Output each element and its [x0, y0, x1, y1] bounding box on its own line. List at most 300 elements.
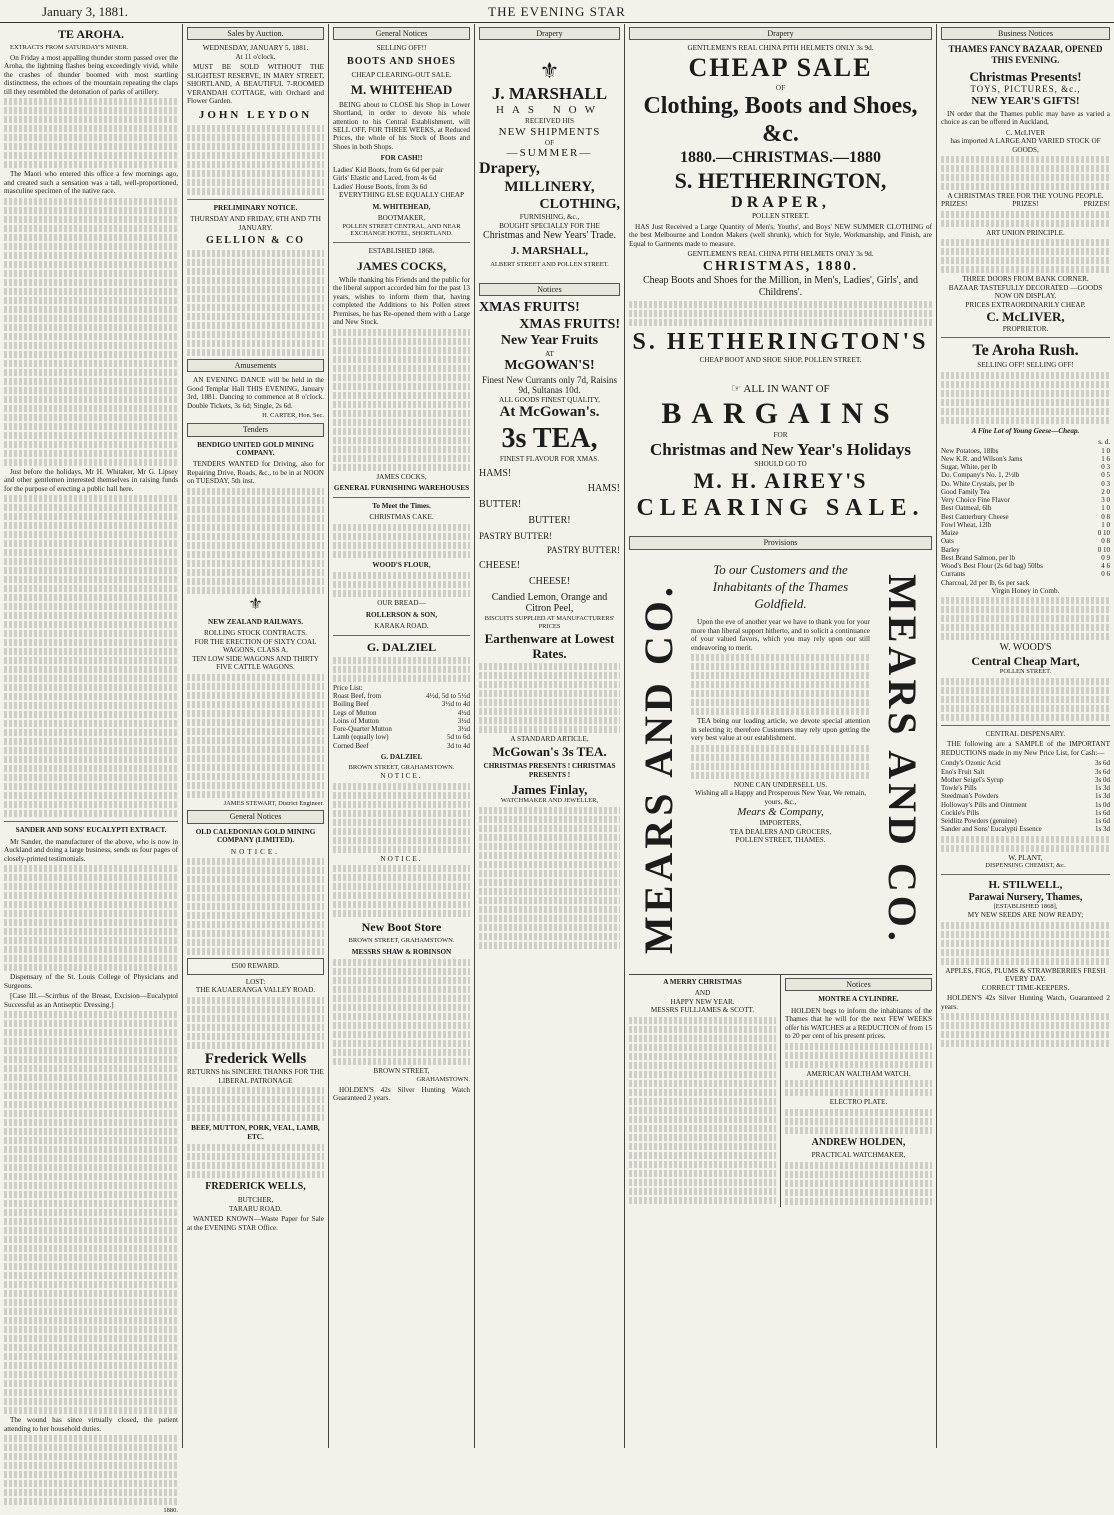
ad-text: IN order that the Thames public may have as varied a choice as can be offered in Auckland,: [941, 109, 1110, 127]
ad-role: DISPENSING CHEMIST, &c.: [985, 862, 1066, 870]
body-text: [333, 959, 470, 1065]
price-item: Do. White Crystals, per lb: [941, 479, 1015, 488]
body-text: [941, 922, 1110, 965]
price-item: Lamb (equally low): [333, 733, 389, 742]
advertiser-name: M. WHITEHEAD: [350, 82, 453, 98]
ad-headline: THAMES FANCY BAZAAR, OPENED THIS EVENING.: [948, 44, 1103, 66]
body-text: [333, 572, 470, 597]
ad-signature: C. McLIVER,: [986, 309, 1065, 325]
ad-subtitle: CHEAP CLEARING-OUT SALE.: [351, 70, 452, 79]
ad-text: A STANDARD ARTICLE,: [510, 735, 589, 744]
article-paragraph: The Maori who entered this office a few mornings ago, and created such a sensation was a tall, well-proportioned, masculine specimen of the native race.: [4, 170, 178, 196]
ad-headline: NEW YEAR'S GIFTS!: [971, 94, 1080, 107]
ad-emphasis: PRIZES!: [1012, 200, 1039, 209]
ad-product: Drapery,: [479, 160, 540, 178]
price-row: [941, 570, 1110, 578]
ad-product: MILLINERY,: [504, 179, 595, 196]
body-text: [187, 858, 324, 955]
advertiser-name: Frederick Wells: [204, 1050, 307, 1067]
price-value: 4½d: [457, 708, 470, 717]
price-row: [941, 471, 1110, 479]
ad-text: ART UNION PRINCIPLE.: [986, 228, 1065, 237]
sale-text: MUST BE SOLD WITHOUT THE SLIGHTEST RESERVE, IN MARY STREET, SHORTLAND, A BEAUTIFUL 7-ROOMED VERANDAH COTTAGE, with Orchard and Flower Garden.: [187, 63, 324, 106]
ad-address: BROWN STREET,: [373, 1067, 430, 1076]
ad-text: GENTLEMEN'S REAL CHINA PITH HELMETS ONLY 3s 9d.: [687, 44, 874, 53]
ad-product: CLOTHING,: [539, 196, 620, 212]
ad-product: ELECTRO PLATE.: [829, 1098, 888, 1107]
price-item: Charcoal, 2d per lb, 6s per sack: [941, 578, 1030, 587]
article-paragraph: The wound has since virtually closed, the patient attending to her household duties.: [4, 1416, 178, 1433]
divider: [333, 635, 470, 636]
price-list: [941, 759, 1110, 833]
price-value: 1 6: [1101, 454, 1110, 463]
mears-body: [691, 562, 870, 845]
ad-address: KARAKA ROAD.: [374, 622, 429, 631]
advertiser-name: M. H. AIREY'S: [693, 468, 868, 494]
body-text: [333, 329, 470, 471]
ad-address: TARARU ROAD.: [229, 1204, 282, 1213]
price-row: [333, 733, 470, 741]
company-name: OLD CALEDONIAN GOLD MINING COMPANY (LIMITED).: [195, 827, 316, 845]
auctioneer-name: JOHN LEYDON: [198, 108, 313, 121]
ad-text: ALL GOODS FINEST QUALITY,: [499, 395, 600, 404]
ad-product: AMERICAN WALTHAM WATCH.: [806, 1069, 911, 1078]
ad-goods: BEEF, MUTTON, PORK, VEAL, LAMB, ETC.: [191, 1124, 320, 1141]
price-item: Loins of Mutton: [333, 716, 379, 725]
ad-signature: Mears & Company,: [737, 806, 824, 819]
ad-emphasis: NONE CAN UNDERSELL US.: [733, 780, 828, 789]
price-item: Legs of Mutton: [333, 708, 377, 717]
price-item: Fore-Quarter Mutton: [333, 725, 392, 734]
price-line: Ladies' House Boots, from 3s 6d: [333, 182, 427, 191]
price-item: Fowl Wheat, 12lb: [941, 520, 992, 529]
price-list: [333, 692, 470, 750]
ad-text: OF: [544, 138, 555, 147]
ad-text: GENTLEMEN'S REAL CHINA PITH HELMETS ONLY 3s 9d.: [687, 250, 874, 259]
article-title: TE AROHA.: [57, 27, 124, 41]
body-text: [785, 1043, 932, 1068]
ad-headline: Christmas and New Year's Holidays: [650, 439, 911, 459]
ad-text: PRICES EXTRAORDINARILY CHEAP.: [965, 300, 1086, 309]
body-text: [4, 198, 178, 466]
body-text: [785, 1109, 932, 1134]
auctioneer-name: GELLION & CO: [205, 235, 305, 247]
company-name: BENDIGO UNITED GOLD MINING COMPANY.: [197, 440, 314, 457]
divider: [941, 874, 1110, 875]
section-header: Sales by Auction.: [187, 27, 324, 40]
ad-role: PROPRIETOR.: [1002, 324, 1049, 333]
advertiser-name: James Finlay,: [511, 782, 588, 798]
ad-text: A CHRISTMAS TREE FOR THE YOUNG PEOPLE.: [947, 191, 1104, 200]
ad-headline: CORRECT TIME-KEEPERS.: [981, 983, 1070, 992]
section-header: Notices: [479, 283, 620, 296]
ad-headline: To our Customers and the Inhabitants of the Thames Goldfield.: [712, 561, 849, 611]
advertiser-name: H. STILWELL,: [988, 878, 1063, 891]
column-auctions: [182, 24, 328, 1448]
price-row: [941, 554, 1110, 562]
ad-product: CHEESE!: [528, 575, 571, 587]
price-value: 1s 3d: [1095, 825, 1110, 834]
advertiser-name: G. DALZIEL: [366, 639, 437, 654]
ad-signature: M. WHITEHEAD,: [372, 202, 431, 211]
price-row: [941, 529, 1110, 537]
price-value: 3s 6d: [1095, 759, 1110, 768]
price-item: Eno's Fruit Salt: [941, 767, 985, 776]
reward-box: £500 REWARD.: [187, 958, 324, 974]
divider: [333, 242, 470, 243]
price-item: Sugar, White, per lb: [941, 463, 998, 472]
notice-title: NOTICE.: [380, 772, 423, 781]
ad-signature: ROLLERSON & SON,: [365, 610, 438, 619]
price-row: [941, 513, 1110, 521]
dance-notice: AN EVENING DANCE will be held in the Good Templar Hall THIS EVENING, January 3rd, 1881. Dancing to commence at 8 o'clock. Double Tickets, 3s 6d; Single, 2s 6d.: [187, 376, 324, 410]
price-value: 4½d, 5d to 5½d: [426, 692, 470, 701]
price-item: Barley: [941, 545, 960, 554]
price-value: 5d to 6d: [447, 733, 470, 742]
price-value: 1s 3d: [1095, 792, 1110, 801]
price-row: [333, 725, 470, 733]
section-header: Drapery: [629, 27, 932, 40]
section-header: Drapery: [479, 27, 620, 40]
price-value: 0 3: [1101, 463, 1110, 472]
ad-text: MY NEW SEEDS ARE NOW READY;: [967, 911, 1084, 920]
masthead: [0, 0, 1114, 23]
price-item: New K.R. and Wilson's Jams: [941, 454, 1023, 463]
price-value: 1 0: [1101, 504, 1110, 513]
price-item: Towle's Pills: [941, 784, 977, 793]
body-text: [941, 836, 1110, 852]
price-value: 0 6: [1101, 570, 1110, 579]
prizes-row: [941, 200, 1110, 208]
notice-title: NOTICE.: [380, 854, 423, 863]
price-item: Best Brand Salmon, per lb: [941, 553, 1016, 562]
ad-signature: W. PLANT,: [1008, 853, 1043, 862]
body-text: [187, 250, 324, 356]
ad-kicker: SELLING OFF!!: [376, 44, 427, 53]
ad-text: Cheap Boots and Shoes for the Million, in Men's, Ladies', Girls', and Childrens'.: [642, 275, 919, 299]
article-paragraph: [Case III.—Scirrhus of the Breast, Excision—Eucalyptol Successful as an Antiseptic Dressing.]: [4, 992, 178, 1009]
sale-date: WEDNESDAY, JANUARY 5, 1881.: [202, 44, 309, 53]
body-text: [4, 1011, 178, 1414]
ad-text: FINEST FLAVOUR FOR XMAS.: [499, 455, 600, 464]
price-value: 0 3: [1101, 479, 1110, 488]
divider: [187, 199, 324, 200]
price-item: Mother Seigel's Syrup: [941, 775, 1004, 784]
ad-text: TEA being our leading article, we devote special attention in selecting it; therefore Customers may rely upon getting the very best value at our establishment.: [691, 717, 870, 743]
body-text: [941, 156, 1110, 190]
price-value: 0 10: [1097, 545, 1110, 554]
ad-text: RECEIVED HIS: [525, 117, 574, 126]
price-value: 1s 6d: [1095, 808, 1110, 817]
lost-title: LOST:: [245, 977, 266, 986]
ad-text: Virgin Honey in Comb.: [991, 586, 1060, 595]
lost-subtitle: THE KAUAERANGA VALLEY ROAD.: [195, 986, 316, 995]
advertiser-name: McGOWAN'S!: [504, 358, 595, 374]
price-row: [941, 455, 1110, 463]
mears-vertical-right: MEARS AND CO.: [880, 573, 925, 945]
advertiser-name: MESSRS FULLJAMES & SCOTT.: [650, 1006, 755, 1015]
price-item: Roast Beef, from: [333, 692, 382, 701]
ad-headline: BARGAINS: [661, 396, 900, 430]
divider: [4, 821, 178, 822]
body-text: [785, 1080, 932, 1096]
ad-headline: MONTRE A CYLINDRE.: [818, 995, 899, 1004]
price-row: [941, 792, 1110, 800]
tender-text: TENDERS WANTED for Driving, also for Repairing Drive, Roads, &c., to be in at NOON on TUESDAY, 5th inst.: [187, 460, 324, 486]
price-item: Seidlitz Powders (genuine): [941, 817, 1017, 826]
body-text: [691, 745, 870, 779]
ad-headline: Clothing, Boots and Shoes, &c.: [643, 93, 918, 148]
body-text: [4, 495, 178, 817]
ad-headline: A MERRY CHRISTMAS: [663, 977, 742, 986]
ad-text: OF: [775, 83, 786, 92]
article-lead: EXTRACTS FROM SATURDAY'S MINER.: [10, 44, 129, 52]
ad-address: POLLEN STREET, THAMES.: [735, 836, 826, 845]
body-text: [479, 663, 620, 733]
ad-product: CHEESE!: [479, 560, 521, 572]
ad-headline: 3s TEA,: [501, 423, 598, 455]
ad-product: PASTRY BUTTER!: [546, 545, 620, 556]
price-row: [941, 521, 1110, 529]
paper-title: THE EVENING STAR: [488, 4, 626, 19]
advertiser-name: S. HETHERINGTON,: [674, 167, 887, 193]
price-row: [941, 801, 1110, 809]
price-value: 3½d: [457, 716, 470, 725]
ad-headline: At McGowan's.: [499, 404, 600, 421]
notice-signature: JAMES STEWART, District Engineer.: [223, 799, 324, 807]
ad-signature: J. MARSHALL,: [510, 245, 589, 258]
price-value: 0 10: [1097, 529, 1110, 538]
advertiser-name: W. WOOD'S: [999, 642, 1052, 654]
article-signature: 1880.: [163, 1506, 178, 1514]
price-value: 4 6: [1101, 562, 1110, 571]
wanted-notice: WANTED KNOWN—Waste Paper for Sale at the EVENING STAR Office.: [187, 1215, 324, 1232]
price-item: Holloway's Pills and Ointment: [941, 800, 1027, 809]
advertiser-name: C. McLIVER: [1005, 128, 1046, 137]
body-text: [941, 678, 1110, 721]
price-list: [941, 447, 1110, 587]
ad-text: THREE DOORS FROM BANK CORNER.: [962, 275, 1089, 284]
price-item: Best Oatmeal, 6lb: [941, 504, 992, 513]
ad-headline: CENTRAL DISPENSARY.: [985, 729, 1066, 738]
ad-text: FOR: [773, 431, 788, 440]
ad-text: has imported A LARGE AND VARIED STOCK OF GOODS,: [950, 137, 1101, 154]
ad-text: [ESTABLISHED 1868],: [993, 903, 1058, 911]
ad-emphasis: SELLING OFF! SELLING OFF!: [977, 361, 1074, 370]
ad-headline: NEW SHIPMENTS: [498, 125, 601, 138]
price-row: [941, 825, 1110, 833]
price-row: [941, 537, 1110, 545]
fulljames-advert: [629, 975, 781, 1207]
ad-role: TEA DEALERS AND GROCERS,: [729, 827, 832, 836]
ad-headline: Central Cheap Mart,: [971, 654, 1080, 669]
watch-notice: HOLDEN'S 42s Silver Hunting Watch, Guaranteed 2 years.: [941, 994, 1110, 1011]
price-row: [941, 759, 1110, 767]
body-text: [4, 98, 178, 168]
divider: [941, 337, 1110, 338]
price-value: 3½d: [457, 725, 470, 734]
price-value: 1s 0d: [1095, 800, 1110, 809]
price-item: Do. Company's No. 1, 2½lb: [941, 471, 1020, 480]
price-value: 1 0: [1101, 520, 1110, 529]
price-line: Ladies' Kid Boots, from 6s 6d per pair: [333, 165, 444, 174]
ad-headline: 1880.—CHRISTMAS.—1880: [680, 148, 881, 166]
notice-subtitle: TEN LOW SIDE WAGONS AND THIRTY FIVE CATTLE WAGONS.: [192, 654, 319, 672]
article-title: SANDER AND SONS' EUCALYPTI EXTRACT.: [15, 826, 167, 835]
divider: [941, 725, 1110, 726]
ad-headline: XMAS FRUITS!: [479, 300, 580, 316]
ad-headline: CHRISTMAS, 1880.: [702, 258, 859, 274]
watch-notice: HOLDEN'S 42s Silver Hunting Watch Guaranteed 2 years.: [333, 1085, 470, 1102]
crest-icon: ⚜: [248, 595, 263, 613]
ad-text: RETURNS his SINCERE THANKS FOR THE LIBERAL PATRONAGE: [187, 1068, 324, 1085]
body-text: [691, 654, 870, 715]
body-text: [333, 783, 470, 853]
section-header: Business Notices: [941, 27, 1110, 40]
price-value: 0 9: [1101, 553, 1110, 562]
ad-text: Wishing all a Happy and Prosperous New Year, We remain, yours, &c.,: [694, 789, 867, 806]
ad-headline: HAPPY NEW YEAR.: [670, 997, 735, 1006]
body-text: [333, 865, 470, 917]
body-text: [4, 1435, 178, 1505]
ad-headline: Te Aroha Rush.: [972, 342, 1079, 360]
ad-address: POLLEN STREET.: [999, 668, 1052, 676]
column-te-aroha: [0, 24, 182, 1514]
price-item: New Potatoes, 18lbs: [941, 446, 999, 455]
ad-text: [629, 383, 932, 396]
ad-headline: A Fine Lot of Young Geese—Cheap.: [971, 426, 1080, 435]
ad-role: IMPORTERS,: [759, 819, 802, 828]
price-item: Currants: [941, 570, 966, 579]
body-text: [941, 597, 1110, 640]
body-text: [333, 524, 470, 558]
ad-address: GRAHAMSTOWN.: [416, 1075, 470, 1083]
ad-product: PASTRY BUTTER!: [479, 530, 553, 541]
price-row: [941, 546, 1110, 554]
price-value: 1 0: [1101, 446, 1110, 455]
ad-text: Upon the eve of another year we have to thank you for your more than liberal support hitherto, and to solicit a continuance of your valued favors, which you may rely upon our still endeavoring to merit.: [691, 618, 870, 652]
ad-text: HAS Just Received a Large Quantity of Men's, Youths', and Boys' NEW SUMMER CLOTHING of the best Melbourne and London Makers (well shrunk), which for Style, Workmanship, and Finish, are Equal to Garments made to measure.: [629, 222, 932, 248]
ad-signature: JAMES COCKS,: [376, 472, 427, 481]
ad-product: FURNISHING, &c.,: [519, 213, 580, 222]
article-paragraph: Mr Sander, the manufacturer of the above, who is now in Auckland and doing a large business, sends us four pages of closely-printed testimonials.: [4, 837, 178, 863]
divider: [333, 497, 470, 498]
ad-signature: FREDERICK WELLS,: [205, 1181, 306, 1193]
section-header: Tenders: [187, 423, 324, 436]
price-item: Corned Beef: [333, 741, 369, 750]
body-text: [629, 1017, 776, 1204]
price-value: 0 8: [1101, 537, 1110, 546]
body-text: [785, 1162, 932, 1205]
section-header: Amusements: [187, 359, 324, 372]
ad-text: AT: [545, 349, 554, 358]
body-text: [187, 674, 324, 798]
notice-subtitle: ROLLING STOCK CONTRACTS.: [203, 629, 308, 638]
ad-headline: McGowan's 3s TEA.: [492, 743, 607, 759]
price-row: [333, 700, 470, 708]
price-row: [941, 496, 1110, 504]
column-hetherington: [624, 24, 936, 1448]
price-item: Good Family Tea: [941, 487, 990, 496]
ad-text: Finest New Currants only 7d, Raisins 9d, Sultanas 10d.: [482, 374, 617, 396]
ad-product: HAMS!: [587, 483, 620, 495]
ad-headline: —SUMMER—: [506, 147, 593, 160]
price-value: 0 5: [1101, 471, 1110, 480]
mears-advert: [629, 554, 932, 974]
ad-product: Candied Lemon, Orange and Citron Peel,: [491, 591, 608, 615]
ad-headline: BOOTS AND SHOES: [347, 55, 456, 67]
body-text: [187, 125, 324, 195]
ad-headline: Earthenware at Lowest Rates.: [484, 630, 615, 661]
ad-emphasis: FOR CASH!!: [380, 154, 423, 163]
body-text: [187, 997, 324, 1049]
price-row: [941, 579, 1110, 587]
body-text: [629, 301, 932, 326]
price-row: [333, 717, 470, 725]
price-row: [941, 809, 1110, 817]
advertiser-name: JAMES COCKS,: [356, 258, 447, 273]
ad-headline: CHRISTMAS PRESENTS ! CHRISTMAS PRESENTS !: [483, 762, 616, 779]
holden-advert: [781, 975, 932, 1207]
price-row: [941, 480, 1110, 488]
ad-headline: New Year Fruits: [500, 333, 599, 349]
price-row: [941, 776, 1110, 784]
body-text: [4, 865, 178, 971]
ad-text: HOLDEN begs to inform the inhabitants of the Thames that he will for the next FEW WEEKS offer his WATCHES at a REDUCTION of from 15 to 20 per cent of his present prices.: [785, 1006, 932, 1041]
advertiser-name: ANDREW HOLDEN,: [811, 1136, 906, 1148]
ad-emphasis: PRIZES!: [941, 200, 968, 209]
ad-headline: CLEARING SALE.: [636, 495, 925, 522]
sale-time: At 11 o'clock.: [235, 52, 276, 61]
price-row: [941, 562, 1110, 570]
section-header: General Notices: [187, 810, 324, 823]
body-text: [187, 488, 324, 594]
price-row: [941, 817, 1110, 825]
ad-text: BAZAAR TASTEFULLY DECORATED —GOODS NOW ON DISPLAY.: [948, 283, 1103, 301]
ad-address: ALBERT STREET AND POLLEN STREET.: [490, 261, 609, 269]
price-row: [333, 709, 470, 717]
section-header: Provisions: [629, 536, 932, 549]
notice-subtitle: FOR THE ERECTION OF SIXTY COAL WAGONS, CLASS A.: [194, 637, 317, 655]
price-row: [941, 784, 1110, 792]
ad-text: BEING about to CLOSE his Shop in Lower Shortland, in order to devote his whole attention to his Central Establishment, will SELL OFF, FOR THREE WEEKS, at Reduced Prices, the whole of his Stock of Boots and Shoes in both Shops.: [333, 100, 470, 151]
article-paragraph: Just before the holidays, Mr H. Whitaker, Mr G. Lipsey and other gentlemen interested themselves in raising funds for the purpose of erecting a public hall here.: [4, 467, 178, 493]
price-row: [941, 488, 1110, 496]
ad-headline: CHEAP SALE: [688, 52, 873, 82]
ad-role: BOOTMAKER,: [377, 214, 426, 223]
ad-text: Christmas and New Years' Trade.: [483, 230, 616, 242]
ad-product: BUTTER!: [479, 499, 522, 511]
ad-role: PRACTICAL WATCHMAKER,: [811, 1151, 906, 1160]
body-text: [187, 1144, 324, 1178]
ad-headline: To Meet the Times.: [372, 501, 431, 510]
body-text: [333, 657, 470, 682]
notice-title: PRELIMINARY NOTICE.: [213, 203, 298, 212]
article-paragraph: On Friday a most appalling thunder storm passed over the Aroha, the lightning flashes being exceedingly vivid, while the crashes of thunder boomed with most startling distinctness, the echoes of the mountain repeating the claps till they resembled the detonation of parks of artillery.: [4, 53, 178, 96]
ad-text: APPLES, FIGS, PLUMS & STRAWBERRIES FRESH EVERY DAY.: [945, 966, 1106, 984]
body-text: [941, 372, 1110, 424]
ad-headline: Parawai Nursery, Thames,: [968, 891, 1083, 903]
column-drapery: [474, 24, 624, 1448]
ad-emphasis: EVERYTHING ELSE EQUALLY CHEAP: [339, 191, 464, 200]
ad-text: THE following are a SAMPLE of the IMPORTANT REDUCTIONS made in my New Price List, for Cash:—: [941, 740, 1110, 757]
notice-signature: H. CARTER, Hon. Sec.: [262, 412, 324, 420]
mears-vertical-left: MEARS AND CO.: [636, 582, 681, 954]
ad-address: BROWN STREET, GRAHAMSTOWN.: [348, 764, 455, 772]
ad-headline: New Boot Store: [361, 920, 442, 935]
price-item: Wood's Best Flour (2s 6d bag) 50lbs: [941, 562, 1043, 571]
price-value: 3 0: [1101, 496, 1110, 505]
